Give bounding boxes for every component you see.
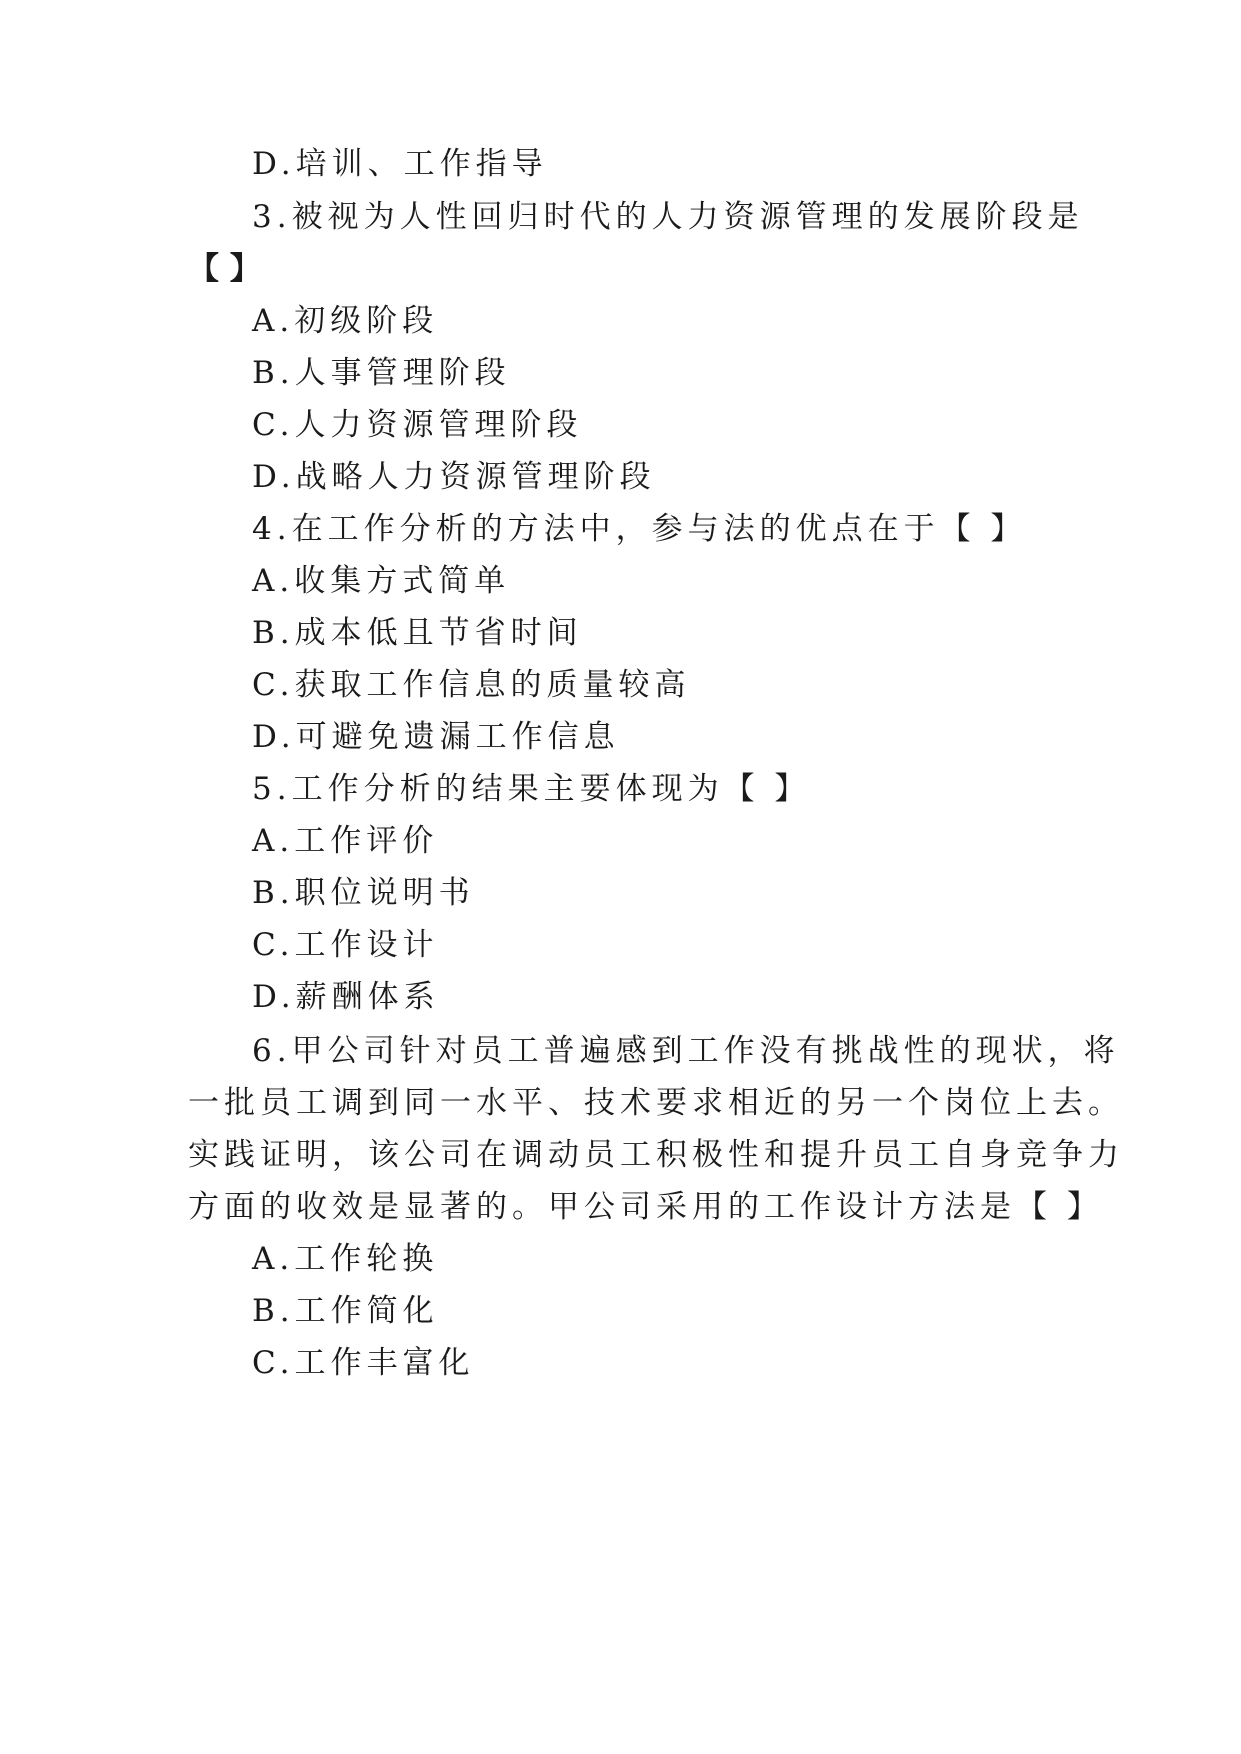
q6-option-a: A.工作轮换 — [252, 1241, 439, 1277]
q3-option-b: B.人事管理阶段 — [252, 355, 511, 391]
q5-option-a: A.工作评价 — [252, 823, 439, 859]
q6-stem-line-3: 实践证明，该公司在调动员工积极性和提升员工自身竞争力 — [188, 1137, 1124, 1173]
q6-option-b: B.工作简化 — [252, 1293, 439, 1329]
q5-option-d: D.薪酬体系 — [252, 979, 440, 1015]
q3-option-a: A.初级阶段 — [252, 303, 439, 339]
q6-stem-line-4: 方面的收效是显著的。甲公司采用的工作设计方法是【 】 — [188, 1189, 1103, 1225]
q3-answer-bracket: 【 】 — [188, 251, 261, 287]
q5-option-b: B.职位说明书 — [252, 875, 475, 911]
q4-option-c: C.获取工作信息的质量较高 — [252, 667, 691, 703]
q6-option-c: C.工作丰富化 — [252, 1345, 475, 1381]
q3-option-c: C.人力资源管理阶段 — [252, 407, 583, 443]
q6-stem-line-1: 6.甲公司针对员工普遍感到工作没有挑战性的现状，将 — [252, 1033, 1120, 1069]
q3-stem: 3.被视为人性回归时代的人力资源管理的发展阶段是 — [252, 199, 1084, 235]
q4-option-b: B.成本低且节省时间 — [252, 615, 583, 651]
q4-option-a: A.收集方式简单 — [252, 563, 511, 599]
q5-stem: 5.工作分析的结果主要体现为【 】 — [252, 771, 811, 807]
q6-stem-line-2: 一批员工调到同一水平、技术要求相近的另一个岗位上去。 — [188, 1085, 1124, 1121]
q4-stem: 4.在工作分析的方法中，参与法的优点在于【 】 — [252, 511, 1027, 547]
q2-option-d: D.培训、工作指导 — [252, 146, 548, 182]
q3-option-d: D.战略人力资源管理阶段 — [252, 459, 656, 495]
q4-option-d: D.可避免遗漏工作信息 — [252, 719, 620, 755]
q5-option-c: C.工作设计 — [252, 927, 439, 963]
